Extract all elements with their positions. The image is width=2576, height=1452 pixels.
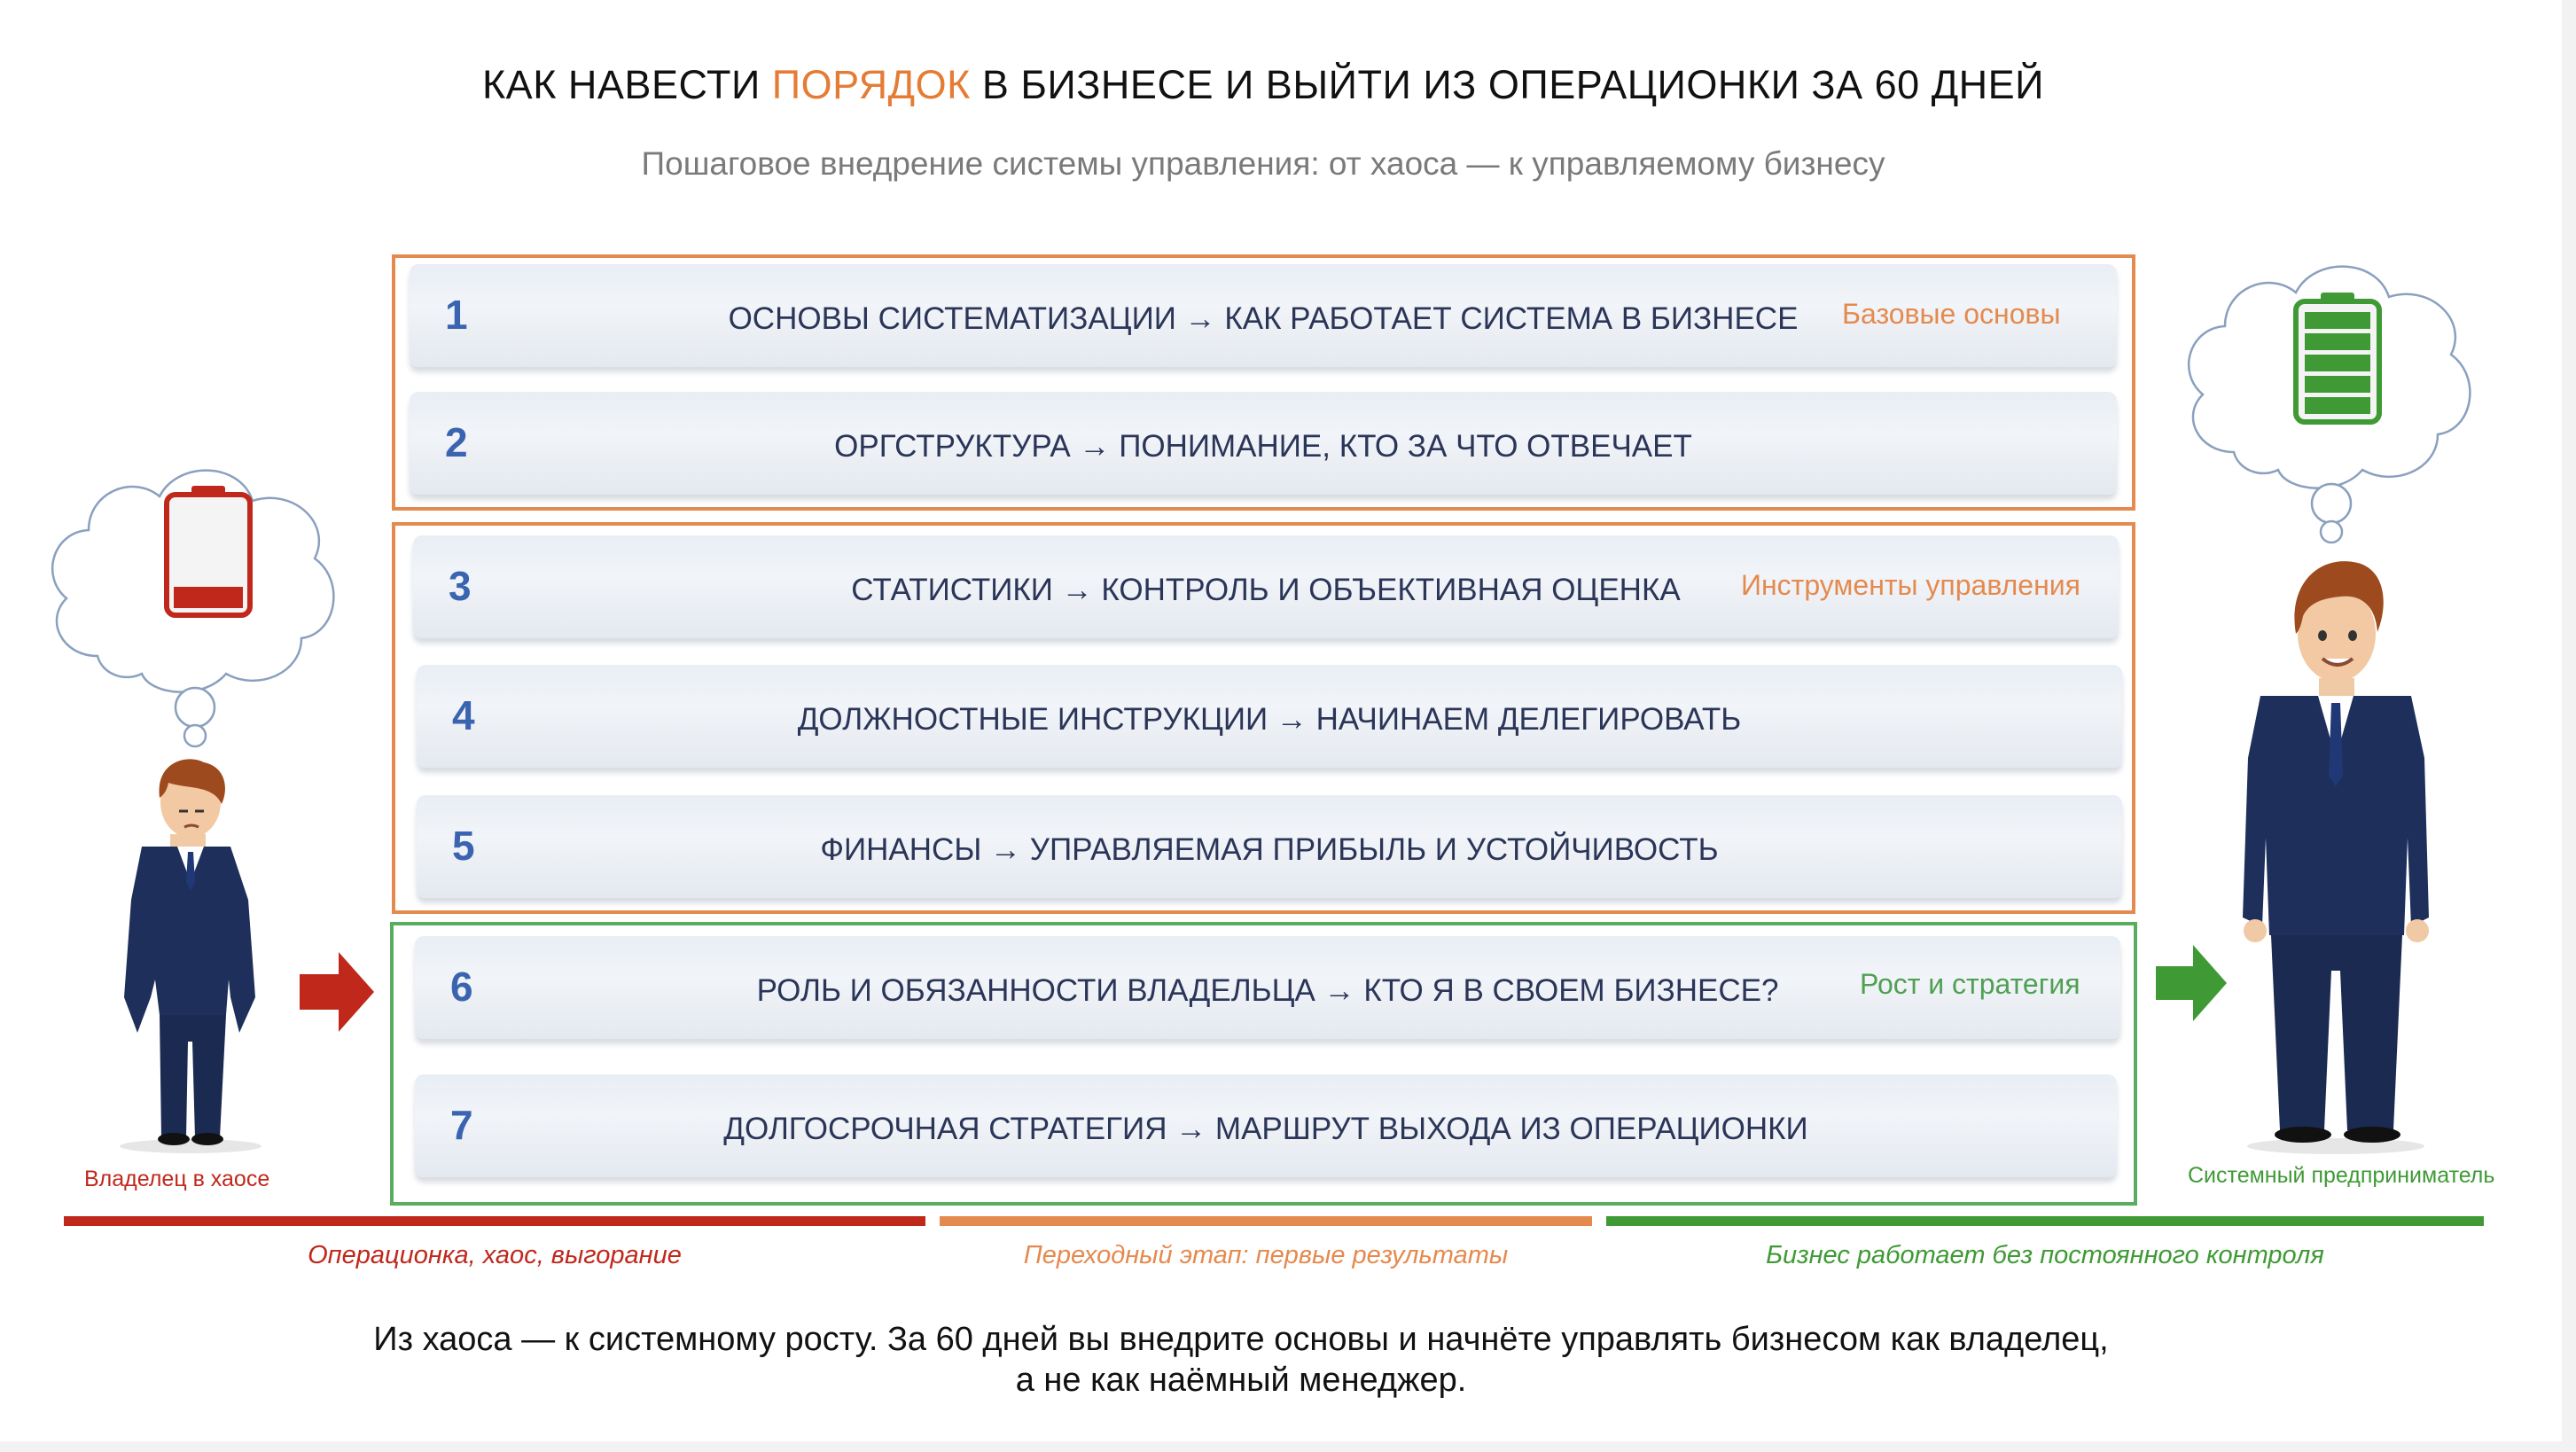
step-number: 5: [452, 823, 475, 869]
footer-summary: Из хаоса — к системному росту. За 60 дней вы внедрите основы и начнёте управлять бизнесом как владелец, а не как наёмный менеджер.: [373, 1321, 2109, 1399]
step-7: [415, 1074, 2117, 1177]
step-text: ОРГСТРУКТУРА → ПОНИМАНИЕ, КТО ЗА ЧТО ОТВЕЧАЕТ: [834, 429, 1692, 464]
battery-cell: [2305, 397, 2370, 414]
title-part1: КАК НАВЕСТИ: [481, 62, 772, 107]
title-part2: В БИЗНЕСЕ И ВЫЙТИ ИЗ ОПЕРАЦИОНКИ ЗА 60 ДНЕЙ: [970, 62, 2045, 107]
page-subtitle: Пошаговое внедрение системы управления: от хаоса — к управляемому бизнесу: [641, 145, 1885, 182]
person-system-entrepreneur: [2234, 554, 2438, 1157]
phase-label-transition: Переходный этап: первые результаты: [1023, 1241, 1509, 1269]
step-text: ОСНОВЫ СИСТЕМАТИЗАЦИИ → КАК РАБОТАЕТ СИСТЕМА В БИЗНЕСЕ: [728, 301, 1799, 336]
step-number: 2: [445, 419, 468, 465]
step-number: 7: [450, 1102, 473, 1148]
title-accent: ПОРЯДОК: [771, 62, 971, 107]
group-label-tools: Инструменты управления: [1741, 569, 2080, 601]
phase-bar-system: [1606, 1216, 2484, 1226]
battery-cell: [2305, 376, 2370, 393]
step-text: СТАТИСТИКИ → КОНТРОЛЬ И ОБЪЕКТИВНАЯ ОЦЕНКА: [851, 573, 1681, 607]
group-label-growth: Рост и стратегия: [1860, 968, 2080, 1000]
phase-bar-chaos: [64, 1216, 925, 1226]
battery-full-icon: [2292, 293, 2383, 425]
step-text: ФИНАНСЫ → УПРАВЛЯЕМАЯ ПРИБЫЛЬ И УСТОЙЧИВОСТЬ: [820, 832, 1719, 867]
step-number: 6: [450, 964, 473, 1010]
step-2: [410, 392, 2117, 495]
left-person-caption: Владелец в хаосе: [84, 1167, 270, 1191]
battery-cell: [2305, 333, 2370, 350]
arrow-right-green-icon: [2156, 945, 2227, 1021]
phase-label-system: Бизнес работает без постоянного контроля: [1766, 1241, 2324, 1269]
phase-label-chaos: Операционка, хаос, выгорание: [308, 1241, 682, 1269]
step-number: 4: [452, 692, 475, 738]
step-5: [417, 795, 2122, 898]
step-text: ДОЛГОСРОЧНАЯ СТРАТЕГИЯ → МАРШРУТ ВЫХОДА ИЗ ОПЕРАЦИОНКИ: [723, 1112, 1808, 1146]
arrow-right-red-icon: [300, 952, 374, 1032]
battery-cell: [2305, 312, 2370, 329]
page-title: [0, 62, 2526, 108]
step-4: [417, 665, 2122, 768]
right-person-caption: Системный предприниматель: [2188, 1163, 2495, 1188]
step-number: 1: [445, 292, 468, 338]
battery-cell: [2305, 355, 2370, 371]
person-owner-in-chaos: [106, 749, 275, 1157]
battery-low-icon: [163, 486, 254, 619]
step-text: ДОЛЖНОСТНЫЕ ИНСТРУКЦИИ → НАЧИНАЕМ ДЕЛЕГИРОВАТЬ: [797, 702, 1742, 737]
step-text: РОЛЬ И ОБЯЗАННОСТИ ВЛАДЕЛЬЦА → КТО Я В СВОЕМ БИЗНЕСЕ?: [756, 973, 1779, 1008]
phase-bar-transition: [940, 1216, 1592, 1226]
step-number: 3: [449, 563, 472, 609]
group-label-basics: Базовые основы: [1842, 298, 2061, 330]
